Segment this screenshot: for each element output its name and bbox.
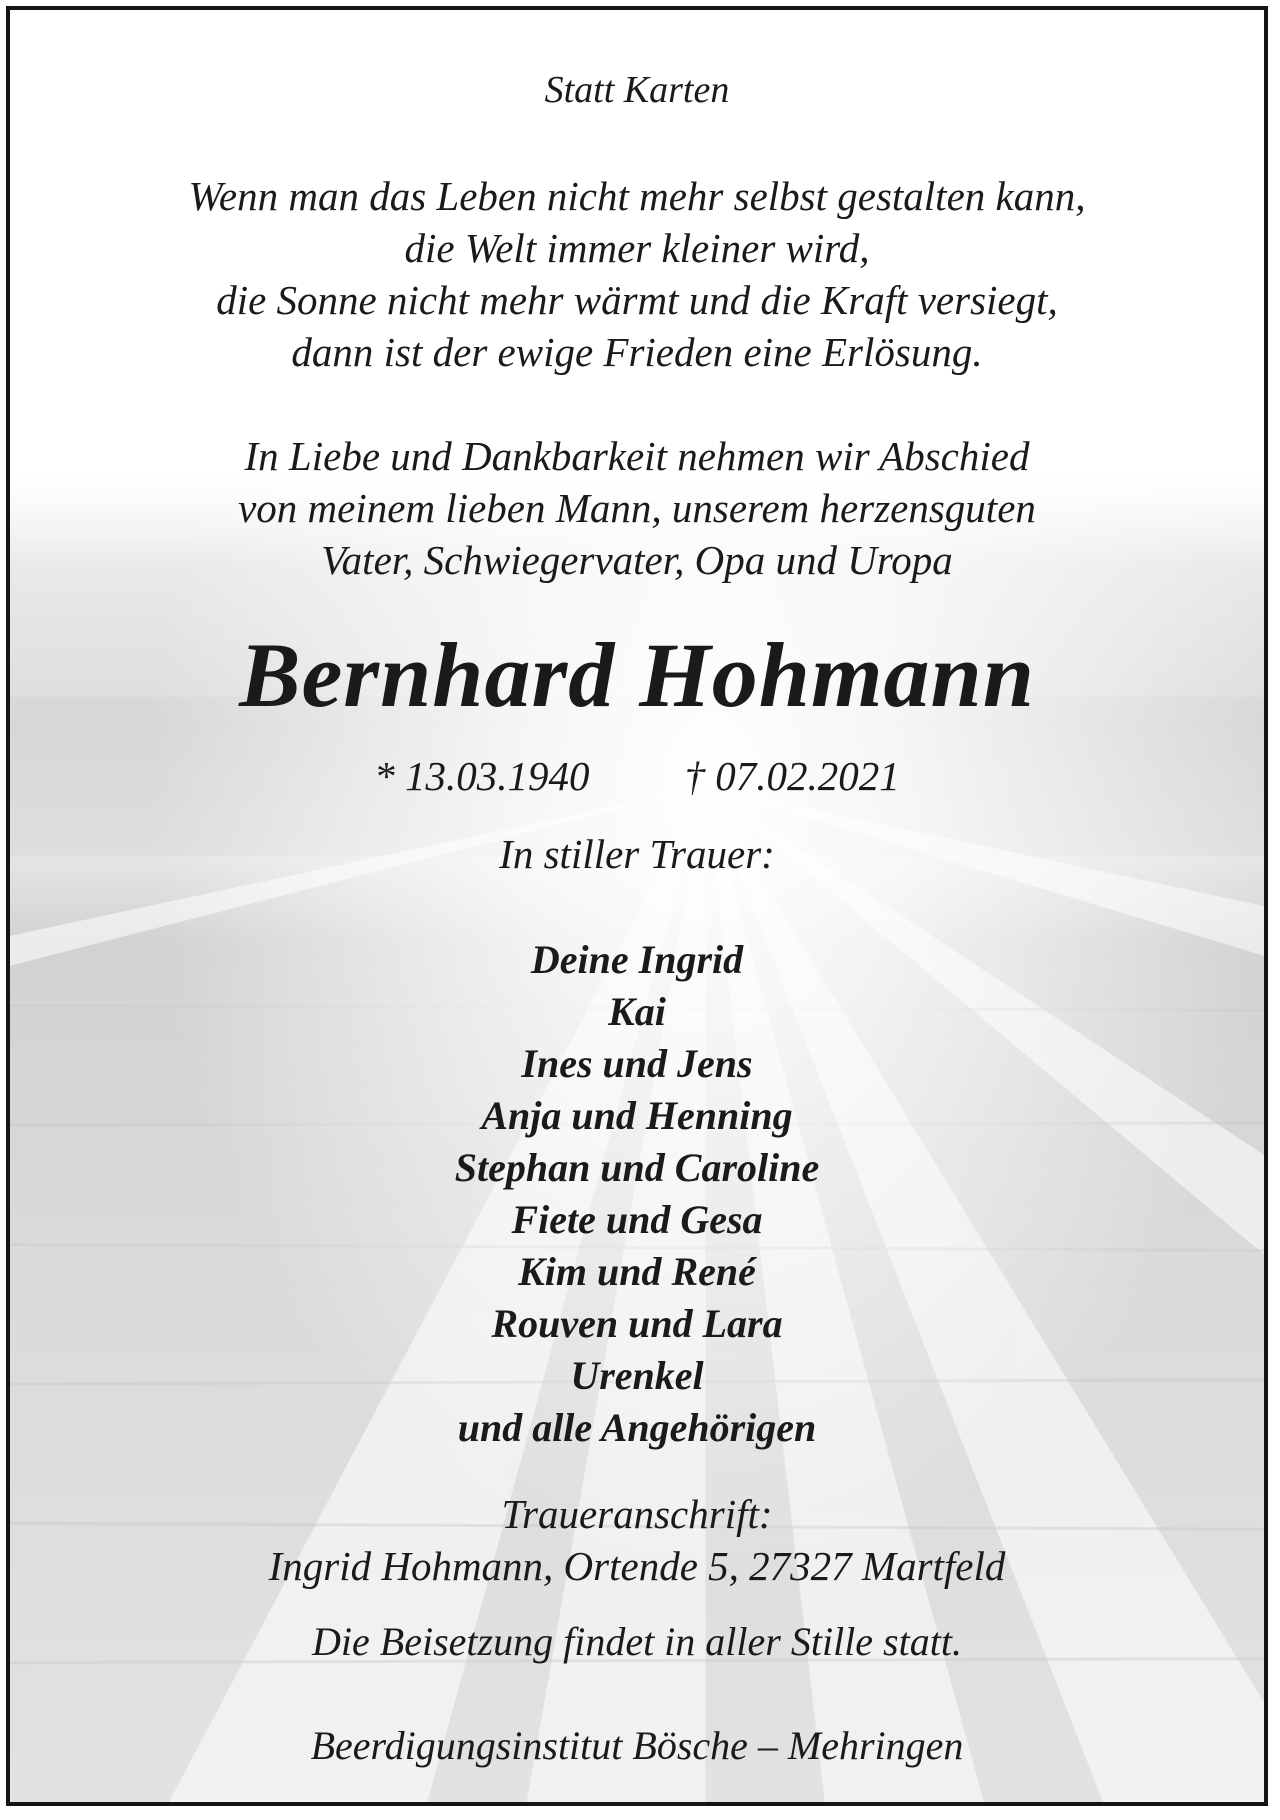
farewell-line: In Liebe und Dankbarkeit nehmen wir Abschied [244, 433, 1030, 479]
funeral-home: Beerdigungsinstitut Bösche – Mehringen [310, 1723, 964, 1768]
mourning-intro: In stiller Trauer: [499, 831, 775, 877]
heading: Statt Karten [544, 69, 730, 111]
deceased-name: Bernhard Hohmann [239, 624, 1035, 726]
farewell-line: Vater, Schwiegervater, Opa und Uropa [321, 537, 953, 583]
mourner-name: Ines und Jens [521, 1041, 753, 1086]
mourner-name: Fiete und Gesa [511, 1197, 763, 1242]
burial-note: Die Beisetzung findet in aller Stille statt. [312, 1619, 962, 1664]
address-label: Traueranschrift: [501, 1491, 773, 1537]
birth-date: * 13.03.1940 [374, 753, 590, 799]
mourner-name: Kim und René [518, 1249, 756, 1294]
mourner-name: Stephan und Caroline [454, 1145, 820, 1190]
mourner-name: Kai [608, 989, 666, 1034]
poem-line: Wenn man das Leben nicht mehr selbst gestalten kann, [188, 173, 1086, 219]
obituary-content [10, 10, 1264, 1802]
life-dates [10, 752, 1264, 800]
mourner-name: Deine Ingrid [530, 937, 744, 982]
mourner-name: Rouven und Lara [491, 1301, 783, 1346]
death-date: † 07.02.2021 [684, 753, 900, 799]
poem-line: die Welt immer kleiner wird, [404, 225, 870, 271]
mourner-name: Anja und Henning [481, 1093, 793, 1138]
farewell-line: von meinem lieben Mann, unserem herzensguten [238, 485, 1036, 531]
mourner-name: Urenkel [570, 1353, 704, 1398]
mourner-name: und alle Angehörigen [457, 1405, 817, 1450]
poem-line: dann ist der ewige Frieden eine Erlösung. [291, 329, 983, 375]
mourning-address: Ingrid Hohmann, Ortende 5, 27327 Martfeld [268, 1543, 1006, 1589]
obituary-frame [6, 6, 1268, 1806]
poem-line: die Sonne nicht mehr wärmt und die Kraft versiegt, [216, 277, 1058, 323]
